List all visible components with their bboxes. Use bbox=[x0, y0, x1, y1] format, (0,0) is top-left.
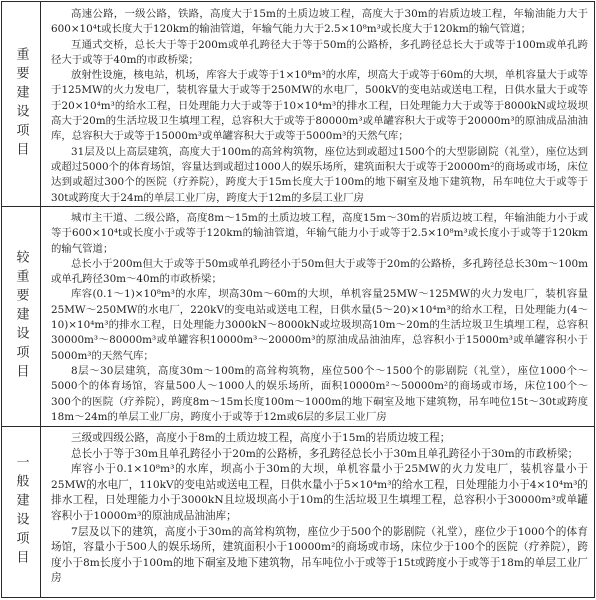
paragraph: 31层及以上高层建筑，高度大于100m的高耸构筑物，座位达到或超过1500个的大型影剧院（礼堂），座位达到或超过5000个的体育场馆，容量达到或超过1000人的娱乐场所，建筑面积大于或等于20000m²的商场或市场，床位达到或超过300个的医院（疗养院），跨度大于15m长度大于100m的地下硐室及地下建筑物，吊车吨位大于或等于30t或跨度大于24m的单层工业厂房，跨度大于12m的多层工业厂房 bbox=[51, 145, 588, 204]
category-cell bbox=[2, 206, 41, 426]
project-classification-table bbox=[1, 1, 595, 598]
category-label: 较重要建设项目 bbox=[13, 249, 29, 383]
category-cell bbox=[2, 2, 41, 206]
paragraph: 三级或四级公路，高度小于8m的土质边坡工程，高度小于15m的岩质边坡工程； bbox=[71, 432, 451, 444]
category-label: 重要建设项目 bbox=[13, 47, 29, 161]
category-cell bbox=[2, 426, 41, 597]
description-cell bbox=[41, 206, 594, 426]
category-label: 一般建设项目 bbox=[13, 454, 29, 569]
description-cell bbox=[41, 2, 594, 206]
paragraph: 总长小于等于30m且单孔跨径小于20m的公路桥，多孔跨径总长小于30m且单孔跨径小于30m的市政桥梁； bbox=[71, 447, 579, 460]
paragraph: 总长小于200m但大于或等于50m或单孔跨径小于50m但大于或等于20m的公路桥，多孔跨径总长30m～100m或单孔跨径30m～40m的市政桥梁； bbox=[51, 257, 588, 286]
table-row-relatively-important bbox=[2, 206, 594, 427]
description-cell bbox=[41, 426, 594, 597]
table-row-general bbox=[2, 426, 594, 597]
paragraph: 7层及以下的建筑，高度小于30m的高耸构筑物，座位少于500个的影剧院（礼堂），座位少于1000个的体育场馆，容量小于500人的娱乐场所，建筑面积小于10000m²的商场或市场，床位少于100个的医院（疗养院），跨度小于8m长度小于100m的地下硐室及地下建筑物，吊车吨位小于或等于15t或跨度小于或等于18m的单层工业厂房 bbox=[51, 525, 588, 585]
paragraph: 库容小于0.1×10⁸m³的水库，坝高小于30m的大坝，单机容量小于25MW的火力发电厂，装机容量小于25MW的水电厂，110kV的变电站或送电工程，日供水量小于5×10⁴m³的给水工程，日处理能力小于4×10⁴m³的排水工程，日处理能力小于3000kN且垃圾坝高小于10m的生活垃圾卫生填埋工程，总容积小于30000m³或单罐容积小于10000m³的原油成品油油库； bbox=[51, 463, 588, 522]
paragraph: 互通式交桥，总长大于等于200m或单孔跨径大于等于50m的公路桥，多孔跨径总长大于或等于100m或单孔跨径大于或等于40m的市政桥梁； bbox=[51, 38, 588, 66]
paragraph: 库容(0.1～1)×10⁸m³的水库，坝高30m～60m的大坝，单机容量25MW～125MW的火力发电厂，装机容量25MW～250MW的水电厂，220kV的变电站或送电工程，日供水量(5～20)×10⁴m³的给水工程，日处理能力(4～10)×10⁴m³的排水工程，日处理能力3000kN～8000kN或垃圾坝高10m～20m的生活垃圾卫生填埋工程，总容积30000m³～80000m³或单罐容积10000m³～20000m³的原油成品油油库，总容积小于15000m³或单罐容积小于5000m³的天然气库； bbox=[51, 288, 588, 362]
paragraph: 高速公路，一级公路，铁路，高度大于15m的土质边坡工程，高度大于30m的岩质边坡工程，年输油能力大于600×10⁴t或长度大于120km的输油管道，年输气能力大于2.5×10⁸m³或长度大于120km的输气管道； bbox=[51, 8, 588, 36]
paragraph: 放射性设施，核电站，机场，库容大于或等于1×10⁸m³的水库，坝高大于或等于60m的大坝，单机容量大于或等于125MW的火力发电厂，装机容量大于或等于250MW的水电厂，500kV的变电站或送电工程，日供水量大于或等于20×10⁴m³的给水工程，日处理能力大于或等于10×10⁴m³的排水工程，日处理能力大于或等于8000kN或垃圾坝高大于20m的生活垃圾卫生填埋工程，总容积大于或等于80000m³或单罐容积大于或等于20000m³的原油成品油油库，总容积大于或等于15000m³或单罐容积大于或等于5000m³的天然气库； bbox=[51, 69, 588, 143]
paragraph: 8层～30层建筑，高度30m～100m的高耸构筑物，座位500个～1500个的影剧院（礼堂），座位1000个～5000个的体育场馆，容量500人～1000人的娱乐场所，面积10000m²～50000m²的商场或市场，床位100个～300个的医院（疗养院），跨度8m～15m长度100m～1000m的地下硐室及地下建筑物，吊车吨位15t～30t或跨度18m～24m的单层工业厂房，跨度小于或等于12m或6层的多层工业厂房 bbox=[51, 364, 588, 423]
table-row-important bbox=[2, 2, 594, 207]
paragraph: 城市主干道、二级公路，高度8m～15m的土质边坡工程，高度15m～30m的岩质边坡工程，年输油能力小于或等于600×10⁴t或长度小于或等于120km的输油管道，年输气能力小于或等于2.5×10⁸m³或长度小于或等于120km的输气管道； bbox=[51, 212, 588, 255]
